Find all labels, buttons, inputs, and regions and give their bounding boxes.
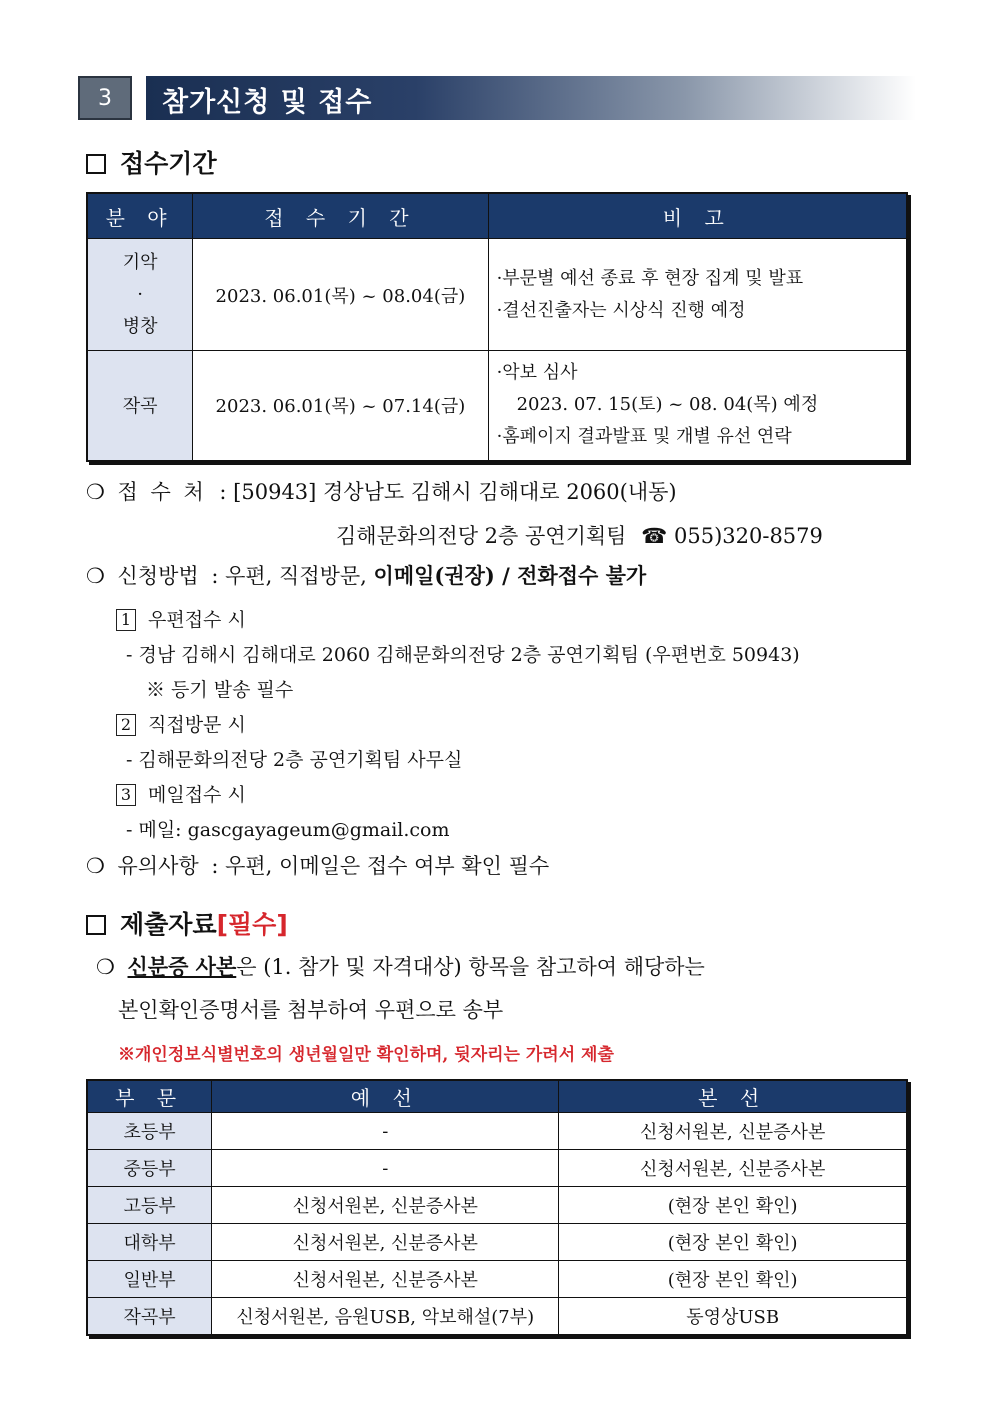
phone-icon: ☎ — [641, 524, 668, 548]
method-item-1-detail: - 경남 김해시 김해대로 2060 김해문화의전당 2층 공연기획팀 (우편번호 50943) — [126, 644, 800, 666]
field-cell: 작곡 — [87, 351, 193, 461]
dates-cell: 2023. 06.01(목) ~ 07.14(금) — [193, 351, 488, 461]
table-row: 일반부 신청서원본, 신분증사본 (현장 본인 확인) — [87, 1261, 907, 1298]
checkbox-square-icon — [86, 154, 106, 174]
method-item-3-detail: - 메일: gascgayageum@gmail.com — [126, 819, 450, 841]
checkbox-square-icon — [86, 915, 106, 935]
section-title: 참가신청 및 접수 — [162, 87, 373, 118]
bullet-circle-icon: ❍ — [86, 564, 105, 588]
table-row: 대학부 신청서원본, 신분증사본 (현장 본인 확인) — [87, 1224, 907, 1261]
notes-cell: ·악보 심사 2023. 07. 15(토) ~ 08. 04(목) 예정 ·홈페이지 결과발표 및 개별 유선 연락 — [488, 351, 907, 461]
header-prelim: 예 선 — [212, 1080, 559, 1113]
bullet-circle-icon: ❍ — [86, 480, 105, 504]
reception-office-line: 김해문화의전당 2층 공연기획팀 ☎ 055)320-8579 — [336, 524, 823, 548]
field-cell: 기악 · 병창 — [87, 239, 193, 351]
method-item-3: 3 메일접수 시 — [116, 780, 246, 807]
method-item-2: 2 직접방문 시 — [116, 710, 246, 737]
table-row: 초등부 - 신청서원본, 신분증사본 — [87, 1113, 907, 1150]
method-item-2-detail: - 김해문화의전당 2층 공연기획팀 사무실 — [126, 749, 463, 771]
documents-table — [86, 1079, 908, 1336]
table-row: 고등부 신청서원본, 신분증사본 (현장 본인 확인) — [87, 1187, 907, 1224]
id-copy-line: ❍ 신분증 사본은 (1. 참가 및 자격대상) 항목을 참고하여 해당하는 — [96, 954, 705, 979]
method-line: ❍ 신청방법 : 우편, 직접방문, 이메일(권장) / 전화접수 불가 — [86, 563, 647, 588]
table-row — [87, 239, 907, 351]
table-row: 중등부 - 신청서원본, 신분증사본 — [87, 1150, 907, 1187]
header-division: 부 문 — [87, 1080, 212, 1113]
method-item-1: 1 우편접수 시 — [116, 605, 246, 632]
notes-cell: ·부문별 예선 종료 후 현장 집계 및 발표 ·결선진출자는 시상식 진행 예정 — [488, 239, 907, 351]
header-field: 분 야 — [87, 193, 193, 239]
id-copy-line-2: 본인확인증명서를 첨부하여 우편으로 송부 — [118, 998, 504, 1022]
reception-line: ❍ 접 수 처 : [50943] 경상남도 김해시 김해대로 2060(내동) — [86, 480, 677, 504]
table-row: 작곡부 신청서원본, 음원USB, 악보해설(7부) 동영상USB — [87, 1298, 907, 1336]
header-final: 본 선 — [559, 1080, 907, 1113]
table-row — [87, 351, 907, 461]
table-header-row — [87, 193, 907, 239]
bullet-circle-icon: ❍ — [96, 955, 115, 979]
documents-heading: 제출자료[필수] — [86, 905, 288, 941]
table-header-row — [87, 1080, 907, 1113]
section-number: 3 — [78, 76, 132, 120]
period-table — [86, 192, 908, 462]
header-period: 접 수 기 간 — [193, 193, 488, 239]
privacy-warning: ※개인정보식별번호의 생년월일만 확인하며, 뒷자리는 가려서 제출 — [118, 1045, 614, 1065]
method-item-1-note: ※ 등기 발송 필수 — [146, 679, 294, 701]
bullet-circle-icon: ❍ — [86, 854, 105, 878]
dates-cell: 2023. 06.01(목) ~ 08.04(금) — [193, 239, 488, 351]
phone-number: 055)320-8579 — [673, 524, 823, 548]
header-notes: 비 고 — [488, 193, 907, 239]
caution-line: ❍ 유의사항 : 우편, 이메일은 접수 여부 확인 필수 — [86, 854, 550, 878]
period-heading: 접수기간 — [86, 144, 217, 180]
